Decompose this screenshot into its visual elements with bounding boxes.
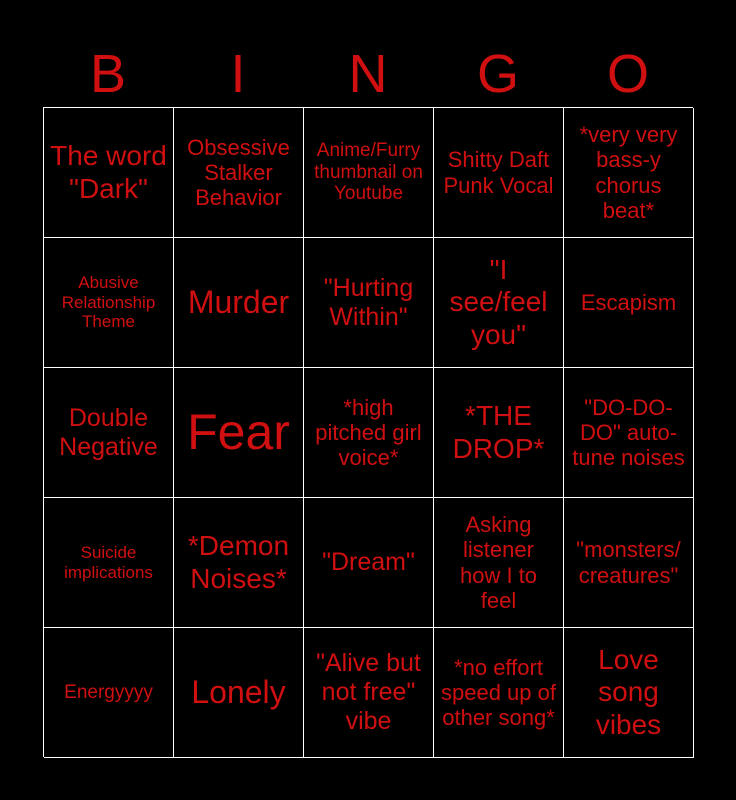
bingo-cell[interactable]: *no effort speed up of other song* [434,628,564,758]
bingo-cell[interactable]: "monsters/ creatures" [564,498,694,628]
bingo-cell[interactable]: *high pitched girl voice* [304,368,434,498]
header-letter-n: N [348,44,388,104]
bingo-cell[interactable]: Shitty Daft Punk Vocal [434,108,564,238]
bingo-cell[interactable]: Obsessive Stalker Behavior [174,108,304,238]
bingo-cell[interactable]: *Demon Noises* [174,498,304,628]
bingo-cell[interactable]: *THE DROP* [434,368,564,498]
header-letter-b: B [89,44,127,104]
bingo-cell[interactable]: Abusive Relationship Theme [44,238,174,368]
bingo-cell[interactable]: Asking listener how I to feel [434,498,564,628]
bingo-cell[interactable]: The word "Dark" [44,108,174,238]
bingo-board [43,107,693,757]
bingo-cell[interactable]: Lonely [174,628,304,758]
bingo-cell[interactable]: Suicide implications [44,498,174,628]
bingo-cell[interactable]: "Hurting Within" [304,238,434,368]
bingo-header [43,40,693,108]
bingo-cell[interactable]: Double Negative [44,368,174,498]
bingo-cell[interactable]: "I see/feel you" [434,238,564,368]
bingo-cell[interactable]: Anime/Furry thumbnail on Youtube [304,108,434,238]
bingo-cell[interactable]: "Dream" [304,498,434,628]
bingo-cell[interactable]: Energyyyy [44,628,174,758]
header-letter-g: G [476,44,519,104]
header-letter-o: O [606,44,649,104]
header-letter-i: I [230,44,246,104]
bingo-cell[interactable]: Escapism [564,238,694,368]
bingo-cell[interactable]: Love song vibes [564,628,694,758]
bingo-cell[interactable]: Fear [174,368,304,498]
bingo-cell[interactable]: *very very bass-y chorus beat* [564,108,694,238]
bingo-cell[interactable]: Murder [174,238,304,368]
bingo-cell[interactable]: "DO-DO-DO" auto-tune noises [564,368,694,498]
bingo-cell[interactable]: "Alive but not free" vibe [304,628,434,758]
